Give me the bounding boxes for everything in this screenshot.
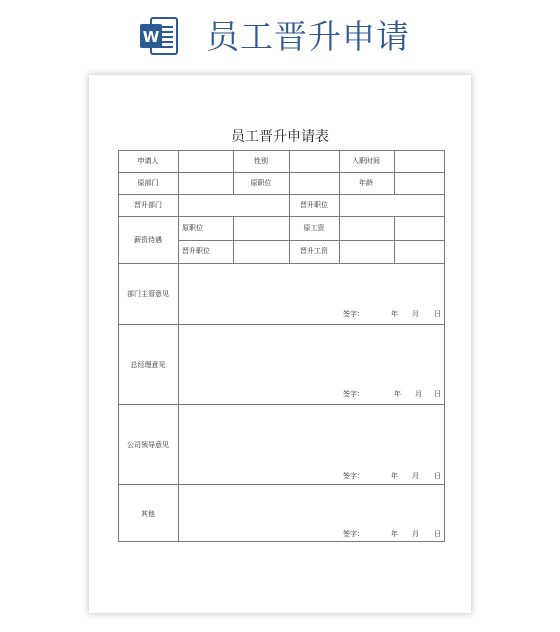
row-divider (118, 172, 445, 173)
col-divider (233, 216, 234, 263)
sign-month-label: 月 (415, 390, 422, 398)
sign-day-label: 日 (434, 530, 441, 538)
row-divider (118, 404, 445, 405)
sign-year-label: 年 (394, 390, 401, 398)
col-divider (178, 150, 179, 542)
signature-label: 签字： (343, 310, 364, 318)
label-promotion-department: 晋升部门 (134, 201, 162, 209)
row-divider (118, 216, 445, 217)
col-divider (394, 150, 395, 194)
table-border-top (118, 150, 445, 151)
sign-month-label: 月 (412, 310, 419, 318)
sign-year-label: 年 (391, 472, 398, 480)
sign-month-label: 月 (412, 530, 419, 538)
row-divider (118, 484, 445, 485)
label-applicant: 申请人 (137, 157, 159, 165)
row-divider (118, 263, 445, 264)
signature-label: 签字： (343, 472, 364, 480)
col-divider (394, 216, 395, 263)
label-hire-date: 入职时间 (352, 157, 380, 165)
row-divider (118, 324, 445, 325)
sign-year-label: 年 (391, 530, 398, 538)
col-divider (339, 150, 340, 194)
signature-label: 签字： (343, 530, 364, 538)
col-divider (233, 150, 234, 194)
label-age: 年龄 (359, 179, 373, 187)
sign-month-label: 月 (412, 472, 419, 480)
table-border-bottom (118, 541, 445, 542)
sign-day-label: 日 (434, 390, 441, 398)
label-company-leader-opinion: 公司领导意见 (127, 441, 169, 449)
label-original-department: 原部门 (137, 179, 159, 187)
word-icon-letter: W (142, 28, 160, 46)
label-promotion-position: 晋升职位 (300, 201, 328, 209)
label-other: 其他 (141, 510, 155, 518)
label-salary-promotion-position: 晋升职位 (182, 247, 210, 255)
sign-day-label: 日 (434, 310, 441, 318)
label-salary-original-position: 原职位 (182, 224, 203, 232)
label-general-manager-opinion: 总经理意见 (130, 361, 166, 369)
label-gender: 性别 (254, 157, 268, 165)
label-promotion-salary: 晋升工资 (300, 247, 328, 255)
label-department-head-opinion: 部门主管意见 (127, 290, 169, 298)
table-border-right (444, 150, 445, 542)
col-divider (289, 194, 290, 216)
label-original-position: 原职位 (250, 179, 272, 187)
form-title: 员工晋升申请表 (231, 129, 329, 145)
label-original-salary: 原工资 (303, 224, 325, 232)
col-divider (339, 194, 340, 216)
row-divider (178, 240, 445, 241)
col-divider (339, 216, 340, 263)
sign-day-label: 日 (434, 472, 441, 480)
col-divider (289, 216, 290, 263)
signature-label: 签字： (343, 390, 364, 398)
row-divider (118, 194, 445, 195)
col-divider (289, 150, 290, 194)
label-salary: 薪资待遇 (134, 236, 162, 244)
header-title: 员工晋升申请 (206, 17, 410, 56)
sign-year-label: 年 (391, 310, 398, 318)
table-border-left (118, 150, 119, 542)
